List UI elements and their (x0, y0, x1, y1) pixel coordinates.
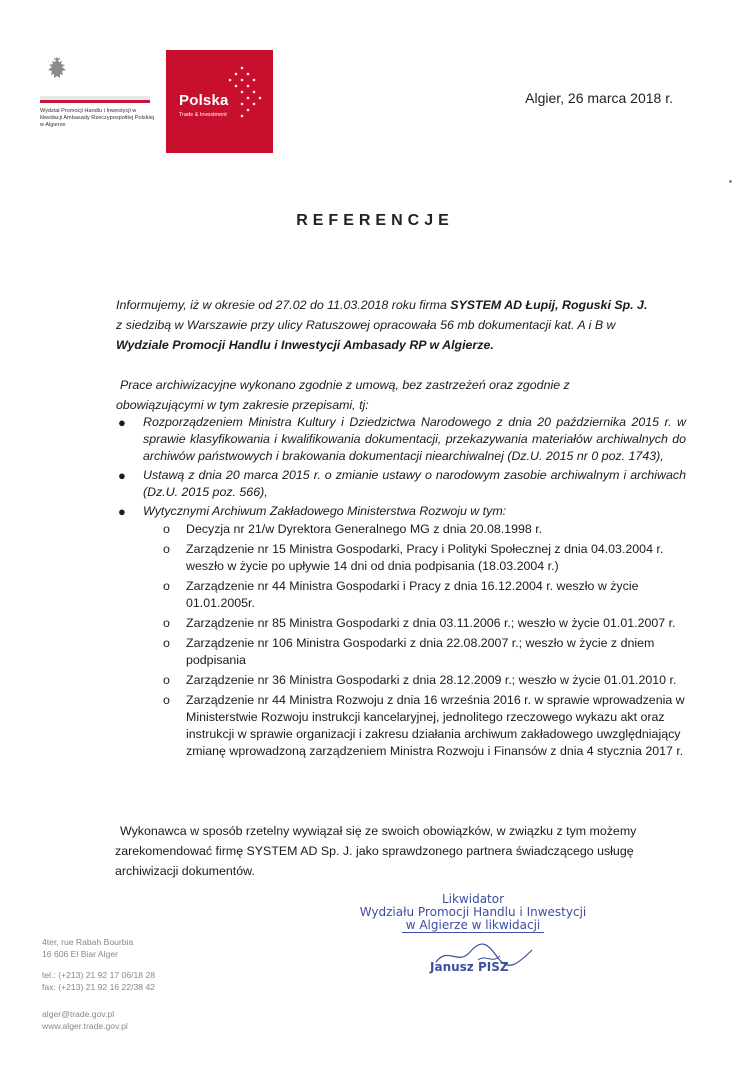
place-date: Algier, 26 marca 2018 r. (525, 90, 673, 106)
client-name: Wydziale Promocji Handlu i Inwestycji Ambasady RP w Algierze. (116, 338, 494, 352)
phone-line: tel.: (+213) 21 92 17 06/18 28 (42, 970, 155, 980)
signatory-name: Janusz PISZ (430, 960, 509, 974)
sub-list-item (143, 615, 686, 632)
circle-bullet-icon: o (163, 673, 170, 687)
bullet-icon: ● (118, 415, 126, 430)
flag-red-stripe (40, 100, 150, 103)
circle-bullet-icon: o (163, 542, 170, 556)
footer-phone (42, 970, 155, 993)
scan-speck (729, 180, 732, 183)
website-link[interactable]: www.alger.trade.gov.pl (42, 1020, 128, 1031)
address-line-2: 16 606 El Biar Alger (42, 948, 118, 959)
sub-list-item-text: Zarządzenie nr 44 Ministra Rozwoju z dnia 16 września 2016 r. w sprawie wprowadzenia w Ministerstwie Rozwoju instrukcji kancelaryjnej, jednolitego rzeczowego wykazu akt oraz instrukcji w sprawie organizacji i zakresu działania archiwum zakładowego uwzględniający zmianę wprowadzoną zarządzeniem Ministra Rozwoju i Finansów z dnia 4 stycznia 2017 r. (186, 693, 685, 758)
circle-bullet-icon: o (163, 636, 170, 650)
circle-bullet-icon: o (163, 616, 170, 630)
list-item (116, 467, 686, 501)
intro-text-2: z siedzibą w Warszawie przy ulicy Ratuszowej opracowała 56 mb dokumentacji kat. A i B w (116, 318, 616, 332)
stamp-line-3: w Algierze w likwidacji (402, 919, 545, 933)
sub-list-item-text: Zarządzenie nr 106 Ministra Gospodarki z dnia 22.08.2007 r.; weszło w życie z dniem podpisania (186, 636, 655, 667)
list-item (116, 414, 686, 465)
organization-name: Wydział Promocji Handlu i Inwestycji w likwidacji Ambasady Rzeczypospolitej Polskiej w Algierze (40, 108, 155, 128)
sub-list-item-text: Zarządzenie nr 85 Ministra Gospodarki z dnia 03.11.2006 r.; weszło w życie 01.01.2007 r. (186, 616, 676, 630)
sub-list-item-text: Zarządzenie nr 15 Ministra Gospodarki, Pracy i Polityki Społecznej z dnia 04.03.2004 r. weszło w życie po upływie 14 dni od dnia podpisania (18.03.2004 r.) (186, 542, 664, 573)
document-title: REFERENCJE (296, 212, 454, 229)
sub-list-item (143, 635, 686, 669)
bullet-icon: ● (118, 468, 126, 483)
address-line-1: 4ter, rue Rabah Bourbia (42, 937, 134, 947)
sub-list-item (143, 521, 686, 538)
sub-list (143, 521, 686, 760)
sub-list-item-text: Zarządzenie nr 44 Ministra Gospodarki i Pracy z dnia 16.12.2004 r. weszło w życie 01.01.2005r. (186, 579, 639, 610)
sub-list-item (143, 672, 686, 689)
list-item-text: Rozporządzeniem Ministra Kultury i Dziedzictwa Narodowego z dnia 20 października 2015 r. w sprawie klasyfikowania i kwalifikowania dokumentacji, przekazywania materiałów archiwalnych do archiwów państwowych i brakowania dokumentacji niearchiwalnej (Dz.U. 2015 nr 0 poz. 1743), (143, 415, 686, 463)
circle-bullet-icon: o (163, 522, 170, 536)
list-item-text: Ustawą z dnia 20 marca 2015 r. o zmianie ustawy o narodowym zasobie archiwalnym i archiwach (Dz.U. 2015 poz. 566), (143, 468, 686, 499)
sub-list-item (143, 692, 686, 760)
polish-eagle-emblem-icon (42, 56, 72, 86)
sub-list-item (143, 578, 686, 612)
list-item (116, 503, 686, 760)
footer-contact (42, 1009, 128, 1032)
company-name: SYSTEM AD Łupij, Roguski Sp. J. (450, 298, 648, 312)
sub-list-item-text: Zarządzenie nr 36 Ministra Gospodarki z dnia 28.12.2009 r.; weszło w życie 01.01.2010 r. (186, 673, 677, 687)
bullet-icon: ● (118, 504, 126, 519)
circle-bullet-icon: o (163, 579, 170, 593)
fax-line: fax: (+213) 21 92 16 22/38 42 (42, 981, 155, 992)
closing-paragraph: Wykonawca w sposób rzetelny wywiązał się ze swoich obowiązków, w związku z tym możemy zarekomendować firmę SYSTEM AD Sp. J. jako sprawdzonego partnera świadczącego usługę archiwizacji dokumentów. (115, 824, 637, 878)
polska-trade-investment-logo (166, 50, 273, 153)
liquidator-stamp (358, 893, 588, 933)
circle-bullet-icon: o (163, 693, 170, 707)
sub-list-item (143, 541, 686, 575)
intro-paragraph (116, 295, 656, 355)
stamp-line-1: Likwidator (441, 892, 505, 906)
logo-subtitle: Trade & Investment (179, 112, 227, 118)
list-item-text: Wytycznymi Archiwum Zakładowego Ministerstwa Rozwoju w tym: (143, 504, 507, 518)
sub-list-item-text: Decyzja nr 21/w Dyrektora Generalnego MG z dnia 20.08.1998 r. (186, 522, 543, 536)
intro-text-1: Informujemy, iż w okresie od 27.02 do 11.03.2018 roku firma (116, 298, 451, 312)
footer-address (42, 937, 133, 960)
scope-paragraph: Prace archiwizacyjne wykonano zgodnie z umową, bez zastrzeżeń oraz zgodnie z obowiązującymi w tym zakresie przepisami, tj: (116, 378, 570, 412)
regulations-list (116, 414, 686, 763)
stamp-line-2: Wydziału Promocji Handlu i Inwestycji (359, 905, 587, 919)
logo-name: Polska (179, 92, 229, 109)
email-link[interactable]: alger@trade.gov.pl (42, 1009, 115, 1019)
